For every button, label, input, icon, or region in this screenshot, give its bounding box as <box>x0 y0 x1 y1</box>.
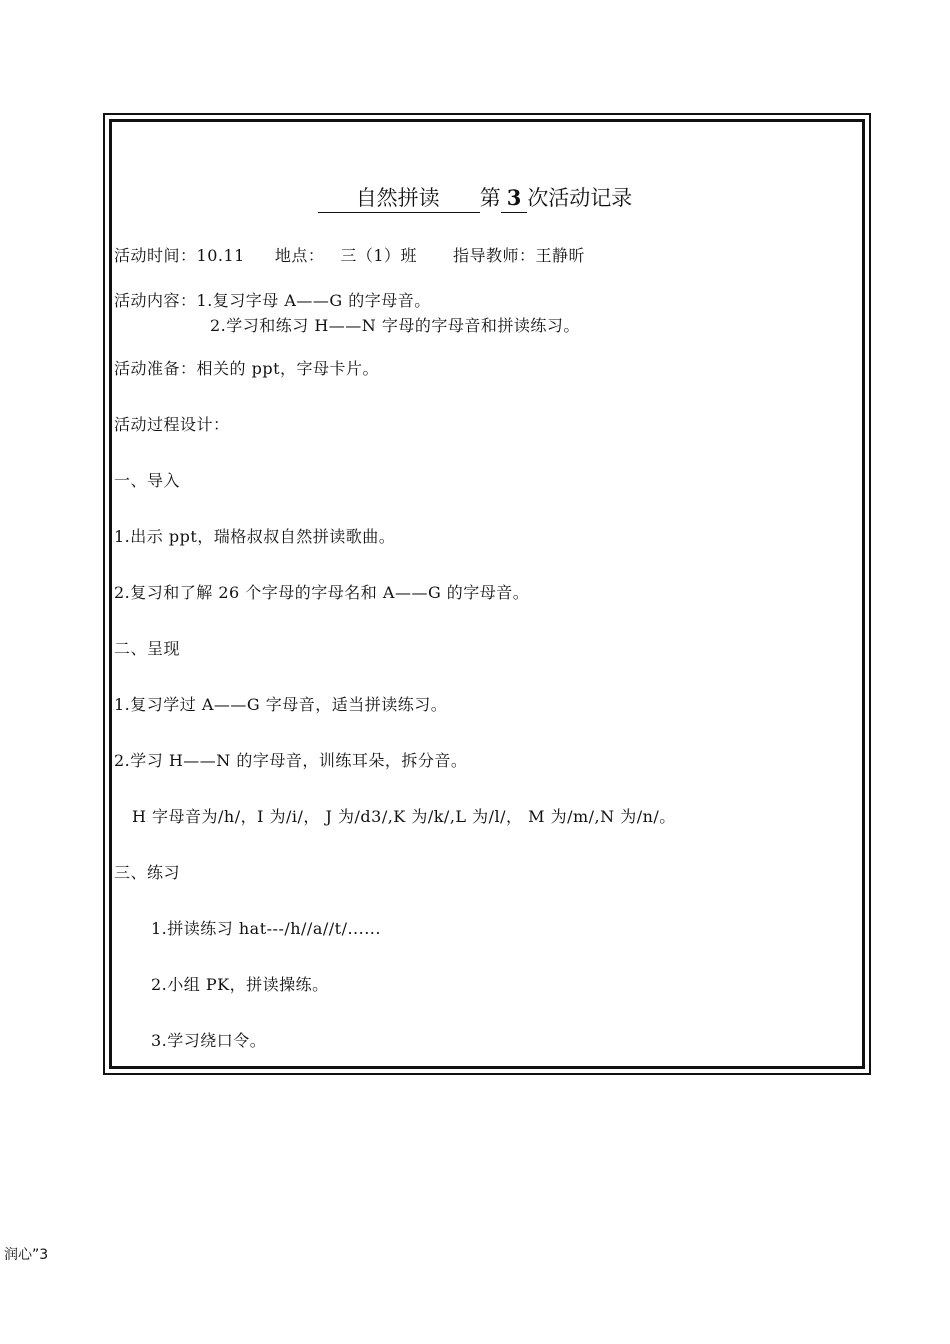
teacher-label: 指导教师： <box>453 246 536 265</box>
process-step: 2.复习和了解 26 个字母的字母名和 A——G 的字母音。 <box>114 583 530 602</box>
time-label: 活动时间： <box>114 246 197 265</box>
footer-text: 润心”3 <box>4 1247 49 1263</box>
page-title <box>0 183 950 213</box>
section-heading: 三、练习 <box>114 863 181 882</box>
process-step: 1.出示 ppt，瑞格叔叔自然拼读歌曲。 <box>114 527 396 546</box>
practice-step: 1.拼读练习 hat---/h//a//t/...... <box>151 919 381 938</box>
practice-step: 2.小组 PK，拼读操练。 <box>151 975 329 994</box>
content-row <box>114 290 431 312</box>
content-item: 1.复习字母 A——G 的字母音。 <box>196 291 431 310</box>
preparation-label: 活动准备： <box>114 359 197 378</box>
process-step: 2.学习 H——N 的字母音，训练耳朵，拆分音。 <box>114 751 468 770</box>
preparation-value: 相关的 ppt，字母卡片。 <box>196 359 380 378</box>
time-value: 10.11 <box>196 246 245 265</box>
content-item: 2.学习和练习 H——N 字母的字母音和拼读练习。 <box>210 316 580 335</box>
title-suffix: 次活动记录 <box>527 186 633 210</box>
process-heading: 活动过程设计： <box>114 415 230 434</box>
content-label: 活动内容： <box>114 291 197 310</box>
title-activity-name: 自然拼读 <box>318 184 480 213</box>
title-number: 3 <box>501 184 528 213</box>
teacher-value: 王静昕 <box>535 246 586 265</box>
place-label: 地点： <box>274 246 325 265</box>
title-prefix: 第 <box>479 186 501 210</box>
practice-step: 3.学习绕口令。 <box>151 1031 267 1050</box>
info-row <box>114 245 585 267</box>
process-step: 1.复习学过 A——G 字母音，适当拼读练习。 <box>114 695 448 714</box>
place-value: 三（1）班 <box>340 246 418 265</box>
preparation-row <box>114 358 379 380</box>
section-heading: 二、呈现 <box>114 639 181 658</box>
letter-sounds: H 字母音为/h/，I 为/i/， J 为/d3/,K 为/k/,L 为/l/， M 为/m/,N 为/n/。 <box>132 807 676 826</box>
section-heading: 一、导入 <box>114 471 181 490</box>
